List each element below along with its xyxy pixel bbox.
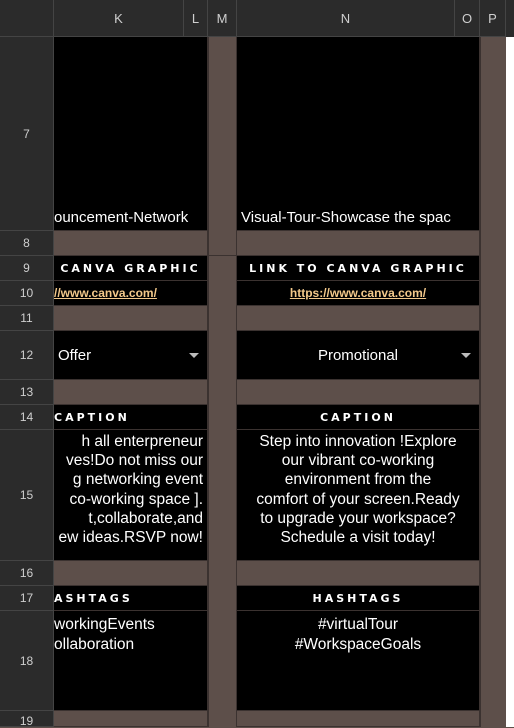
left-dropdown-value: Offer	[58, 346, 92, 364]
select-all-corner[interactable]	[0, 0, 54, 37]
right-dropdown-value: Promotional	[317, 346, 399, 364]
left-hashtag-line: ollaboration	[54, 635, 135, 653]
left-caption-line: h all enterpreneur	[81, 433, 203, 450]
right-hashtags-header[interactable]: HASHTAGS	[237, 586, 480, 611]
left-category-dropdown[interactable]	[54, 331, 208, 380]
column-header-p[interactable]: P	[480, 0, 506, 37]
left-caption-line: g networking event	[72, 471, 203, 489]
row-header-8[interactable]: 8	[0, 231, 54, 256]
row-header-9[interactable]: 9	[0, 256, 54, 281]
left-hashtags-cell[interactable]	[54, 611, 208, 711]
header-filler	[506, 0, 514, 37]
left-dropdown-arrow-icon[interactable]	[189, 353, 199, 358]
left-caption-line: co-working space ].	[69, 490, 203, 508]
right-caption-line: Schedule a visit today!	[280, 529, 436, 547]
row-header-7[interactable]: 7	[0, 37, 54, 231]
right-hashtag-line: #virtualTour	[317, 616, 399, 633]
right-canva-link[interactable]: https://www.canva.com/	[237, 281, 480, 306]
right-caption-line: environment from the	[284, 471, 432, 489]
row-header-12[interactable]: 12	[0, 331, 54, 380]
left-caption-header[interactable]: CAPTION	[54, 405, 208, 430]
column-header-m[interactable]: M	[208, 0, 237, 37]
right-graphic-header[interactable]: LINK TO CANVA GRAPHIC	[237, 256, 480, 281]
row-header-10[interactable]: 10	[0, 281, 54, 306]
cell-k11[interactable]	[54, 306, 208, 331]
right-hashtags-cell[interactable]	[237, 611, 480, 711]
cell-m8[interactable]	[208, 231, 237, 256]
right-dropdown-arrow-icon[interactable]	[461, 353, 471, 358]
cell-n8[interactable]	[237, 231, 480, 256]
right-caption-line: to upgrade your workspace?	[260, 509, 456, 527]
right-category-dropdown[interactable]	[237, 331, 480, 380]
cell-n7[interactable]	[237, 37, 480, 231]
offscreen-column-area	[506, 37, 514, 727]
row-header-13[interactable]: 13	[0, 380, 54, 405]
left-canva-link[interactable]: //www.canva.com/	[54, 281, 208, 306]
right-caption-line: our vibrant co-working	[281, 452, 435, 470]
left-hashtags-header[interactable]: ASHTAGS	[54, 586, 208, 611]
cell-k7[interactable]	[54, 37, 208, 231]
column-m-gutter	[208, 37, 237, 727]
right-caption-line: Step into innovation !Explore	[259, 433, 457, 450]
row-header-16[interactable]: 16	[0, 561, 54, 586]
right-caption-line: comfort of your screen.Ready	[256, 490, 460, 508]
cell-k8[interactable]	[54, 231, 208, 256]
cell-n13[interactable]	[237, 380, 480, 405]
column-header-l[interactable]: L	[184, 0, 208, 37]
left-title-text: ouncement-Network	[54, 209, 189, 226]
right-caption-header[interactable]: CAPTION	[237, 405, 480, 430]
column-p-cells[interactable]	[480, 37, 506, 727]
left-graphic-header[interactable]: CANVA GRAPHIC	[54, 256, 208, 281]
right-caption-cell[interactable]	[237, 430, 480, 561]
row-header-15[interactable]: 15	[0, 430, 54, 561]
column-header-n[interactable]: N	[237, 0, 455, 37]
cell-n11[interactable]	[237, 306, 480, 331]
left-caption-line: ves!Do not miss our	[66, 452, 203, 470]
row-header-18[interactable]: 18	[0, 611, 54, 711]
row-header-19[interactable]: 19	[0, 711, 54, 727]
left-caption-line: ew ideas.RSVP now!	[58, 529, 203, 547]
cell-n16[interactable]	[237, 561, 480, 586]
cell-k13[interactable]	[54, 380, 208, 405]
cell-n19[interactable]	[237, 711, 480, 727]
column-header-o[interactable]: O	[455, 0, 480, 37]
right-title-text: Visual-Tour-Showcase the spac	[241, 209, 451, 226]
column-header-k[interactable]: K	[54, 0, 184, 37]
left-hashtag-line: workingEvents	[54, 616, 155, 633]
left-caption-cell[interactable]	[54, 430, 208, 561]
row-header-14[interactable]: 14	[0, 405, 54, 430]
row-header-17[interactable]: 17	[0, 586, 54, 611]
right-hashtag-line: #WorkspaceGoals	[294, 635, 422, 653]
row-header-11[interactable]: 11	[0, 306, 54, 331]
cell-k16[interactable]	[54, 561, 208, 586]
cell-k19[interactable]	[54, 711, 208, 727]
left-caption-line: t,collaborate,and	[88, 509, 203, 527]
